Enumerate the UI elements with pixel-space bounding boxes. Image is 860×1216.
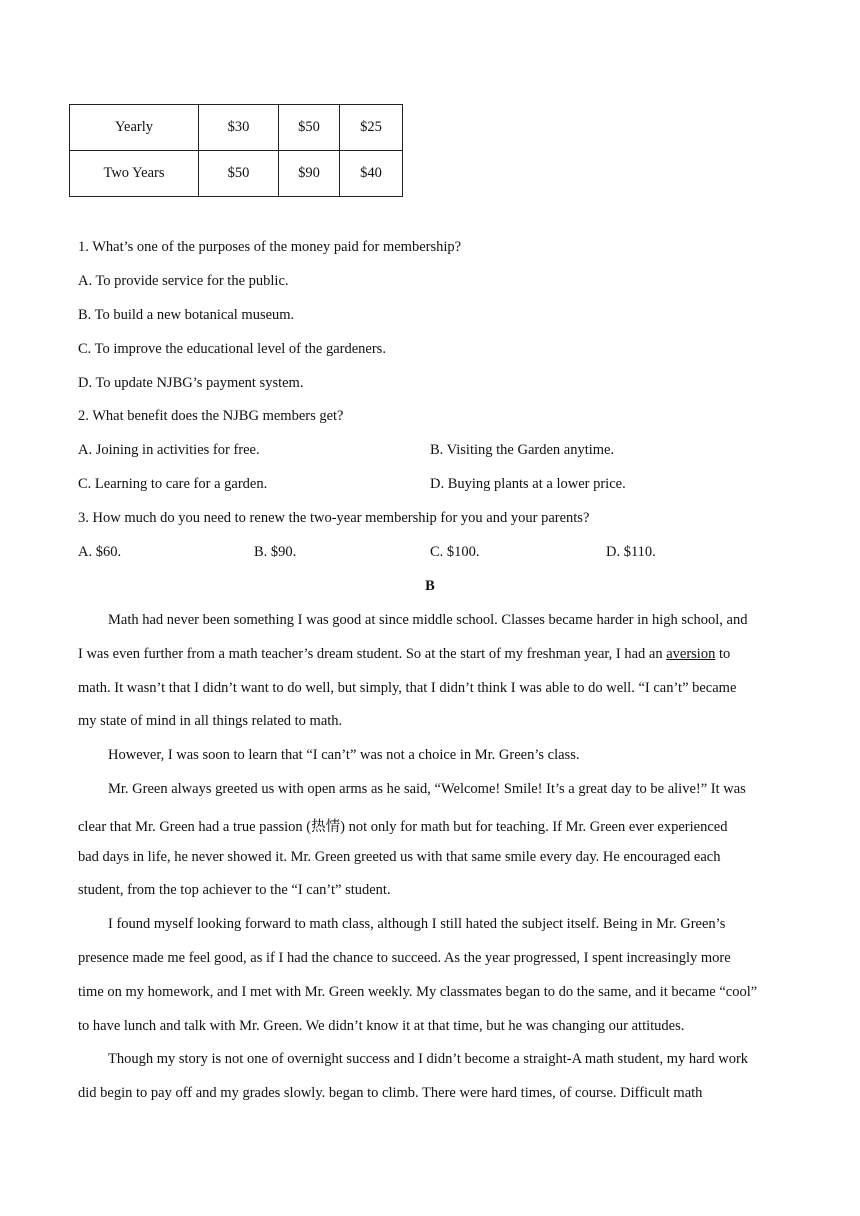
table-row [70, 105, 403, 151]
paragraph-line: Math had never been something I was good at since middle school. Classes became harder in high school, and [108, 612, 748, 628]
question-1-stem: 1. What’s one of the purposes of the money paid for membership? [78, 239, 462, 255]
table-cell-price: $30 [199, 105, 279, 151]
question-2-option-d: D. Buying plants at a lower price. [430, 476, 626, 492]
paragraph-line [78, 646, 730, 663]
question-1-option-b: B. To build a new botanical museum. [78, 307, 295, 323]
paragraph-text: to [715, 646, 731, 662]
question-1-option-a: A. To provide service for the public. [78, 273, 289, 289]
paragraph-line: clear that Mr. Green had a true passion (热情) not only for math but for teaching. If Mr. Green ever experienced [78, 819, 728, 835]
table-row [70, 151, 403, 197]
underlined-word: aversion [666, 646, 716, 662]
question-2-option-c: C. Learning to care for a garden. [78, 476, 268, 492]
paragraph-line: to have lunch and talk with Mr. Green. We didn’t know it at that time, but he was changing our attitudes. [78, 1018, 685, 1034]
section-heading: B [425, 578, 435, 594]
paragraph-line: I found myself looking forward to math class, although I still hated the subject itself. Being in Mr. Green’s [108, 916, 726, 932]
paragraph-line: Though my story is not one of overnight success and I didn’t become a straight-A math student, my hard work [108, 1051, 749, 1067]
table-cell-price: $90 [279, 151, 340, 197]
question-1-option-d: D. To update NJBG’s payment system. [78, 375, 304, 391]
paragraph-line: my state of mind in all things related to math. [78, 713, 343, 729]
table-cell-plan: Two Years [70, 151, 199, 197]
question-2-option-a: A. Joining in activities for free. [78, 442, 260, 458]
paragraph-line: time on my homework, and I met with Mr. Green weekly. My classmates began to do the same, and it became “cool” [78, 984, 758, 1000]
paragraph-line: math. It wasn’t that I didn’t want to do well, but simply, that I didn’t think I was able to do well. “I can’t” became [78, 680, 737, 696]
paragraph-line: However, I was soon to learn that “I can’t” was not a choice in Mr. Green’s class. [108, 747, 580, 763]
question-3-option-d: D. $110. [606, 544, 656, 560]
table-cell-price: $50 [199, 151, 279, 197]
question-3-stem: 3. How much do you need to renew the two-year membership for you and your parents? [78, 510, 590, 526]
question-3-option-b: B. $90. [254, 544, 297, 560]
question-2-option-b: B. Visiting the Garden anytime. [430, 442, 615, 458]
paragraph-line: presence made me feel good, as if I had the chance to succeed. As the year progressed, I spent increasingly more [78, 950, 731, 966]
table-cell-price: $50 [279, 105, 340, 151]
question-1-option-c: C. To improve the educational level of the gardeners. [78, 341, 386, 357]
membership-price-table [69, 104, 403, 197]
table-cell-price: $25 [340, 105, 403, 151]
paragraph-line: bad days in life, he never showed it. Mr. Green greeted us with that same smile every day. He encouraged each [78, 849, 721, 865]
paragraph-line: did begin to pay off and my grades slowly. began to climb. There were hard times, of course. Difficult math [78, 1085, 703, 1101]
table-cell-plan: Yearly [70, 105, 199, 151]
question-2-stem: 2. What benefit does the NJBG members get? [78, 408, 344, 424]
table-cell-price: $40 [340, 151, 403, 197]
question-3-option-c: C. $100. [430, 544, 480, 560]
question-3-option-a: A. $60. [78, 544, 122, 560]
paragraph-line: Mr. Green always greeted us with open arms as he said, “Welcome! Smile! It’s a great day to be alive!” It was [108, 781, 746, 797]
paragraph-text: I was even further from a math teacher’s dream student. So at the start of my freshman year, I had an [78, 646, 667, 662]
paragraph-line: student, from the top achiever to the “I can’t” student. [78, 882, 391, 898]
